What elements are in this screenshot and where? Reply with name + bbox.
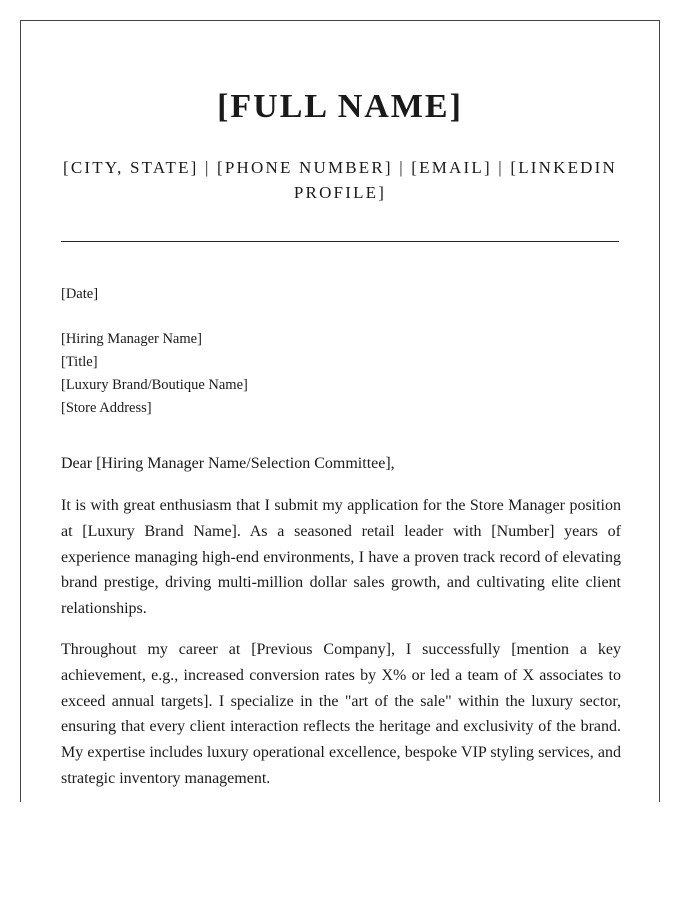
recipient-title: [Title] — [61, 354, 98, 370]
recipient-name: [Hiring Manager Name] — [61, 331, 202, 347]
header-divider — [61, 241, 619, 242]
full-name-heading: [FULL NAME] — [217, 88, 463, 125]
recipient-company: [Luxury Brand/Boutique Name] — [61, 377, 248, 393]
salutation: Dear [Hiring Manager Name/Selection Committee], — [61, 455, 395, 472]
letter-page — [20, 20, 660, 802]
contact-line: [CITY, STATE] | [PHONE NUMBER] | [EMAIL] | [LINKEDIN PROFILE] — [62, 158, 618, 202]
recipient-address: [Store Address] — [61, 400, 152, 416]
body-paragraph-1: It is with great enthusiasm that I submit my application for the Store Manager position at [Luxury Brand Name]. As a seasoned retail leader with [Number] years of experience managing high-end environments, I have a proven track record of elevating brand prestige, driving multi-million dollar sales growth, and cultivating elite client relationships. — [61, 497, 621, 618]
recipient-block — [61, 328, 248, 420]
letter-date: [Date] — [61, 286, 99, 302]
body-paragraph-2: Throughout my career at [Previous Company], I successfully [mention a key achievement, e.g., increased conversion rates by X% or led a team of X associates to exceed annual targets]. I specialize in the "art of the sale" within the luxury sector, ensuring that every client interaction reflects the heritage and exclusivity of the brand. My expertise includes luxury operational excellence, bespoke VIP styling services, and strategic inventory management. — [61, 641, 621, 787]
